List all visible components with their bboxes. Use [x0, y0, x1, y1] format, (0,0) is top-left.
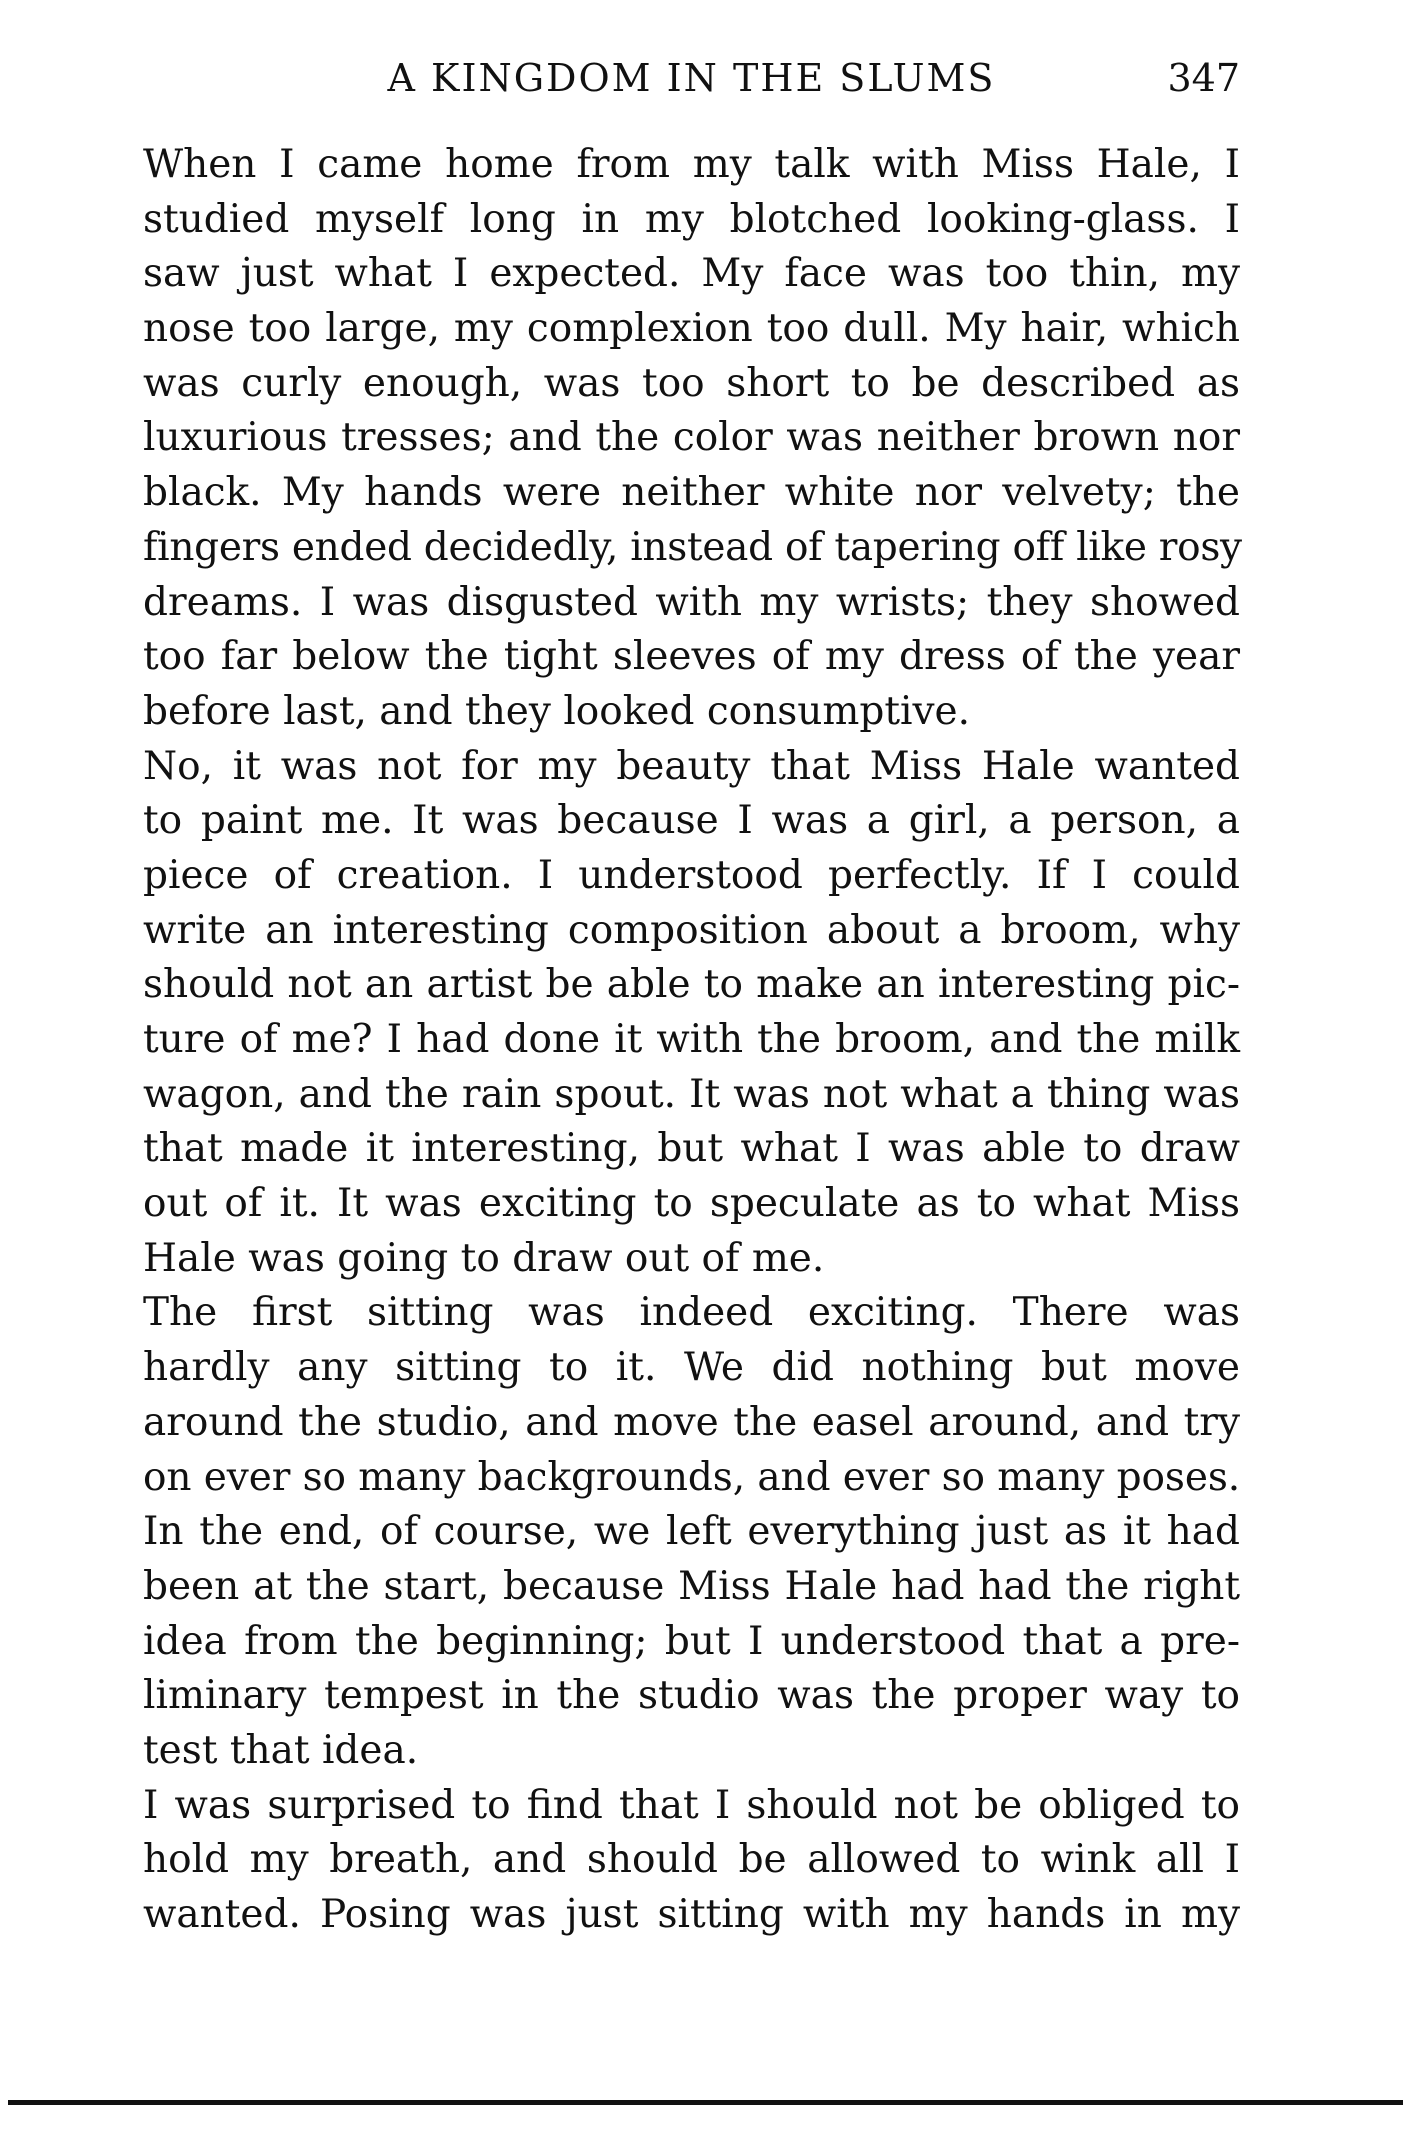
- text-line: to paint me. It was because I was a girl, a person, a: [143, 798, 1240, 844]
- text-line: luxurious tresses; and the color was neither brown nor: [143, 415, 1240, 461]
- text-line: test that idea.: [143, 1727, 419, 1773]
- text-line: idea from the beginning; but I understood that a pre-: [143, 1618, 1240, 1664]
- text-line: I was surprised to find that I should not be obliged to: [143, 1782, 1240, 1828]
- text-line: liminary tempest in the studio was the proper way to: [143, 1673, 1240, 1719]
- text-line: saw just what I expected. My face was too thin, my: [143, 251, 1240, 297]
- page-bottom-rule: [8, 2100, 1403, 2105]
- text-line: should not an artist be able to make an interesting pic-: [143, 962, 1240, 1008]
- text-line: studied myself long in my blotched looking-glass. I: [143, 196, 1240, 242]
- text-line: When I came home from my talk with Miss Hale, I: [143, 142, 1240, 187]
- text-line: before last, and they looked consumptive.: [143, 688, 970, 734]
- text-line: Hale was going to draw out of me.: [143, 1235, 825, 1281]
- text-line: In the end, of course, we left everything just as it had: [143, 1509, 1240, 1555]
- text-line: write an interesting composition about a broom, why: [143, 907, 1240, 953]
- text-line: on ever so many backgrounds, and ever so many poses.: [143, 1454, 1241, 1500]
- text-line: ture of me? I had done it with the broom, and the milk: [143, 1017, 1240, 1062]
- text-line: hardly any sitting to it. We did nothing but move: [143, 1345, 1240, 1391]
- text-line: wanted. Posing was just sitting with my hands in my: [143, 1892, 1240, 1937]
- running-head: [143, 52, 1240, 104]
- text-line: that made it interesting, but what I was able to draw: [143, 1126, 1240, 1172]
- text-line: fingers ended decidedly, instead of tapering off like rosy: [143, 524, 1242, 570]
- page-number: 347: [1167, 56, 1240, 100]
- text-line: The first sitting was indeed exciting. There was: [143, 1290, 1240, 1336]
- body-text: [143, 138, 1240, 1943]
- running-title: A KINGDOM IN THE SLUMS: [387, 56, 996, 100]
- text-line: No, it was not for my beauty that Miss Hale wanted: [143, 743, 1240, 789]
- text-line: was curly enough, was too short to be described as: [143, 360, 1240, 406]
- text-line: hold my breath, and should be allowed to wink all I: [143, 1837, 1240, 1883]
- text-line: wagon, and the rain spout. It was not what a thing was: [143, 1071, 1240, 1117]
- text-line: around the studio, and move the easel around, and try: [143, 1399, 1240, 1445]
- text-line: black. My hands were neither white nor velvety; the: [143, 470, 1240, 516]
- text-line: nose too large, my complexion too dull. My hair, which: [143, 306, 1240, 352]
- text-line: too far below the tight sleeves of my dress of the year: [143, 634, 1240, 680]
- text-line: piece of creation. I understood perfectly. If I could: [143, 852, 1240, 898]
- text-line: been at the start, because Miss Hale had had the right: [143, 1563, 1240, 1609]
- text-line: out of it. It was exciting to speculate as to what Miss: [143, 1181, 1240, 1227]
- text-line: dreams. I was disgusted with my wrists; they showed: [143, 579, 1240, 625]
